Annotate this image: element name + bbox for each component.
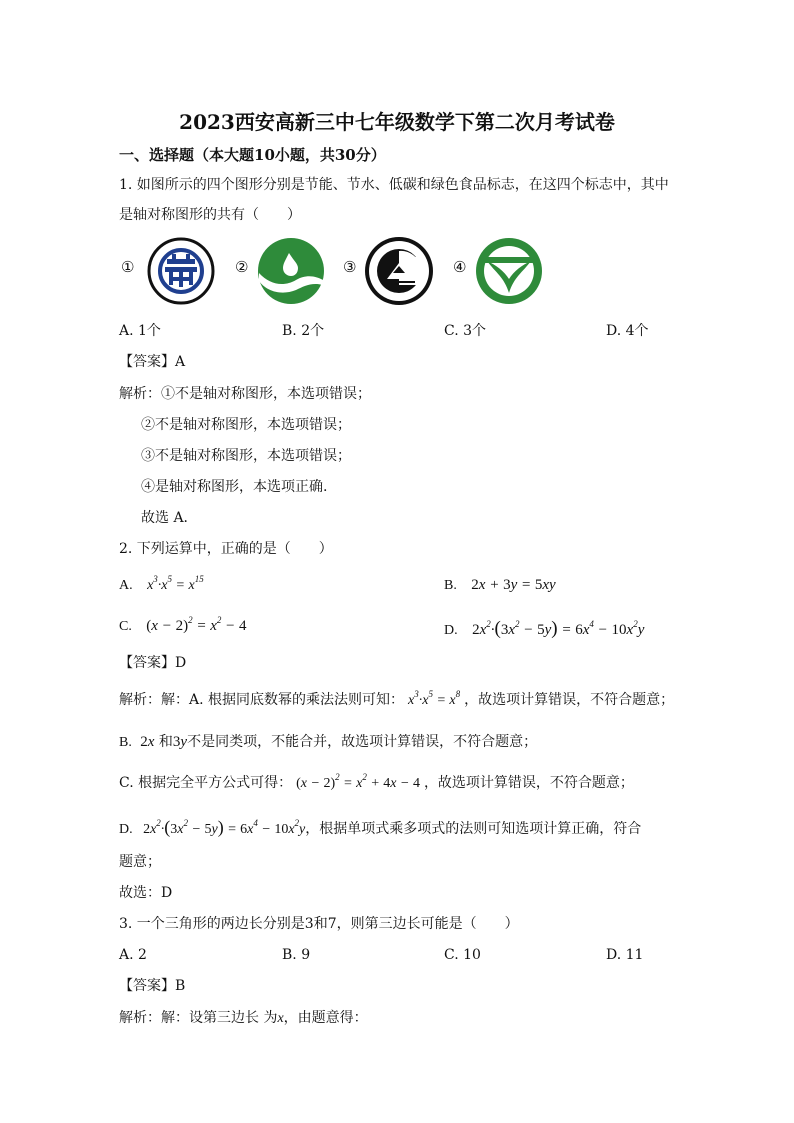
formula: 3y	[172, 734, 188, 750]
formula: x	[277, 1011, 284, 1026]
figure-label-3: ③	[343, 258, 357, 276]
q2-answer: 【答案】D	[119, 655, 187, 671]
section-heading: 一、选择题（本大题10小题，共30分）	[119, 146, 386, 164]
q1-option-a: A. 1个	[119, 323, 161, 339]
q1-option-d: D. 4个	[606, 323, 649, 339]
q2-option-d: D. $2x^2\cdot(3x^2 - 5y) = 6x^4 - 10x^2y$	[444, 618, 645, 639]
q1-analysis-4: ④是轴对称图形，本选项正确.	[141, 479, 328, 495]
formula: $2x^2\cdot(3x^2 - 5y) = 6x^4 - 10x^2y$	[472, 618, 645, 639]
q1-analysis-1: 解析：①不是轴对称图形，本选项错误；	[119, 386, 371, 402]
formula: 2x	[140, 734, 155, 750]
figure-label-1: ①	[121, 258, 135, 276]
formula: $(x - 2)^2 = x^2 - 4$	[146, 615, 247, 634]
q1-option-c: C. 3个	[444, 323, 487, 339]
q2-option-b: B. 2x + 3y = 5xy	[444, 577, 556, 593]
figure-label-2: ②	[235, 258, 249, 276]
q1-answer: 【答案】A	[119, 354, 186, 370]
q1-analysis-2: ②不是轴对称图形，本选项错误；	[141, 417, 351, 433]
energy-saving-logo-icon	[145, 233, 217, 309]
formula: $(x - 2)^2 = x^2 + 4x - 4$	[296, 772, 420, 791]
q2-analysis-b: B. 2x 和3y不是同类项，不能合并，故选项计算错误，不符合题意；	[119, 734, 538, 750]
q3-option-a: A. 2	[119, 947, 147, 963]
q1-option-b: B. 2个	[282, 323, 325, 339]
q1-analysis-5: 故选 A．	[141, 510, 198, 526]
q3-stem: 3. 一个三角形的两边长分别是3和7，则第三边长可能是（ ）	[119, 916, 519, 932]
formula: $2x^2\cdot(3x^2 - 5y) = 6x^4 - 10x^2y$	[143, 817, 306, 837]
q1-stem-line2: 是轴对称图形的共有（ ）	[119, 207, 301, 223]
q2-option-a: A. $x^3\cdot x^5 = x^{15}$	[119, 574, 204, 593]
q3-answer: 【答案】B	[119, 978, 186, 994]
q2-analysis-a: 解析：解：A. 根据同底数幂的乘法法则可知： $x^3\cdot x^5 = x^8$ ，故选项计算错误，不符合题意；	[119, 689, 675, 708]
q1-stem-line1: 1. 如图所示的四个图形分别是节能、节水、低碳和绿色食品标志，在这四个标志中，其中	[119, 177, 669, 193]
green-food-logo-icon	[474, 233, 544, 309]
q1-analysis-3: ③不是轴对称图形，本选项错误；	[141, 448, 351, 464]
formula: 2x + 3y = 5xy	[471, 577, 556, 593]
water-saving-logo-icon	[256, 233, 326, 309]
q2-option-c: C. $(x - 2)^2 = x^2 - 4$	[119, 615, 247, 634]
formula: $x^3\cdot x^5 = x^{15}$	[147, 574, 204, 593]
q3-option-d: D. 11	[606, 947, 644, 963]
q2-conclusion: 故选：D	[119, 885, 173, 901]
figure-label-4: ④	[453, 258, 467, 276]
q2-analysis-d: D. $2x^2\cdot(3x^2 - 5y) = 6x^4 - 10x^2y$，根据单项式乘多项式的法则可知选项计算正确，符合	[119, 817, 642, 837]
q3-analysis: 解析：解：设第三边长 为x，由题意得：	[119, 1010, 368, 1026]
page-title: 2023西安高新三中七年级数学下第二次月考试卷	[179, 110, 615, 134]
q3-option-c: C. 10	[444, 947, 481, 963]
symbol-figure	[119, 233, 546, 309]
q2-analysis-d-cont: 题意；	[119, 854, 161, 870]
q2-stem: 2. 下列运算中，正确的是（ ）	[119, 541, 333, 557]
low-carbon-logo-icon	[363, 233, 435, 309]
q3-option-b: B. 9	[282, 947, 311, 963]
formula: $x^3\cdot x^5 = x^8$	[408, 689, 461, 708]
q2-analysis-c: C. 根据完全平方公式可得： $(x - 2)^2 = x^2 + 4x - 4$ ，故选项计算错误，不符合题意；	[119, 772, 634, 791]
